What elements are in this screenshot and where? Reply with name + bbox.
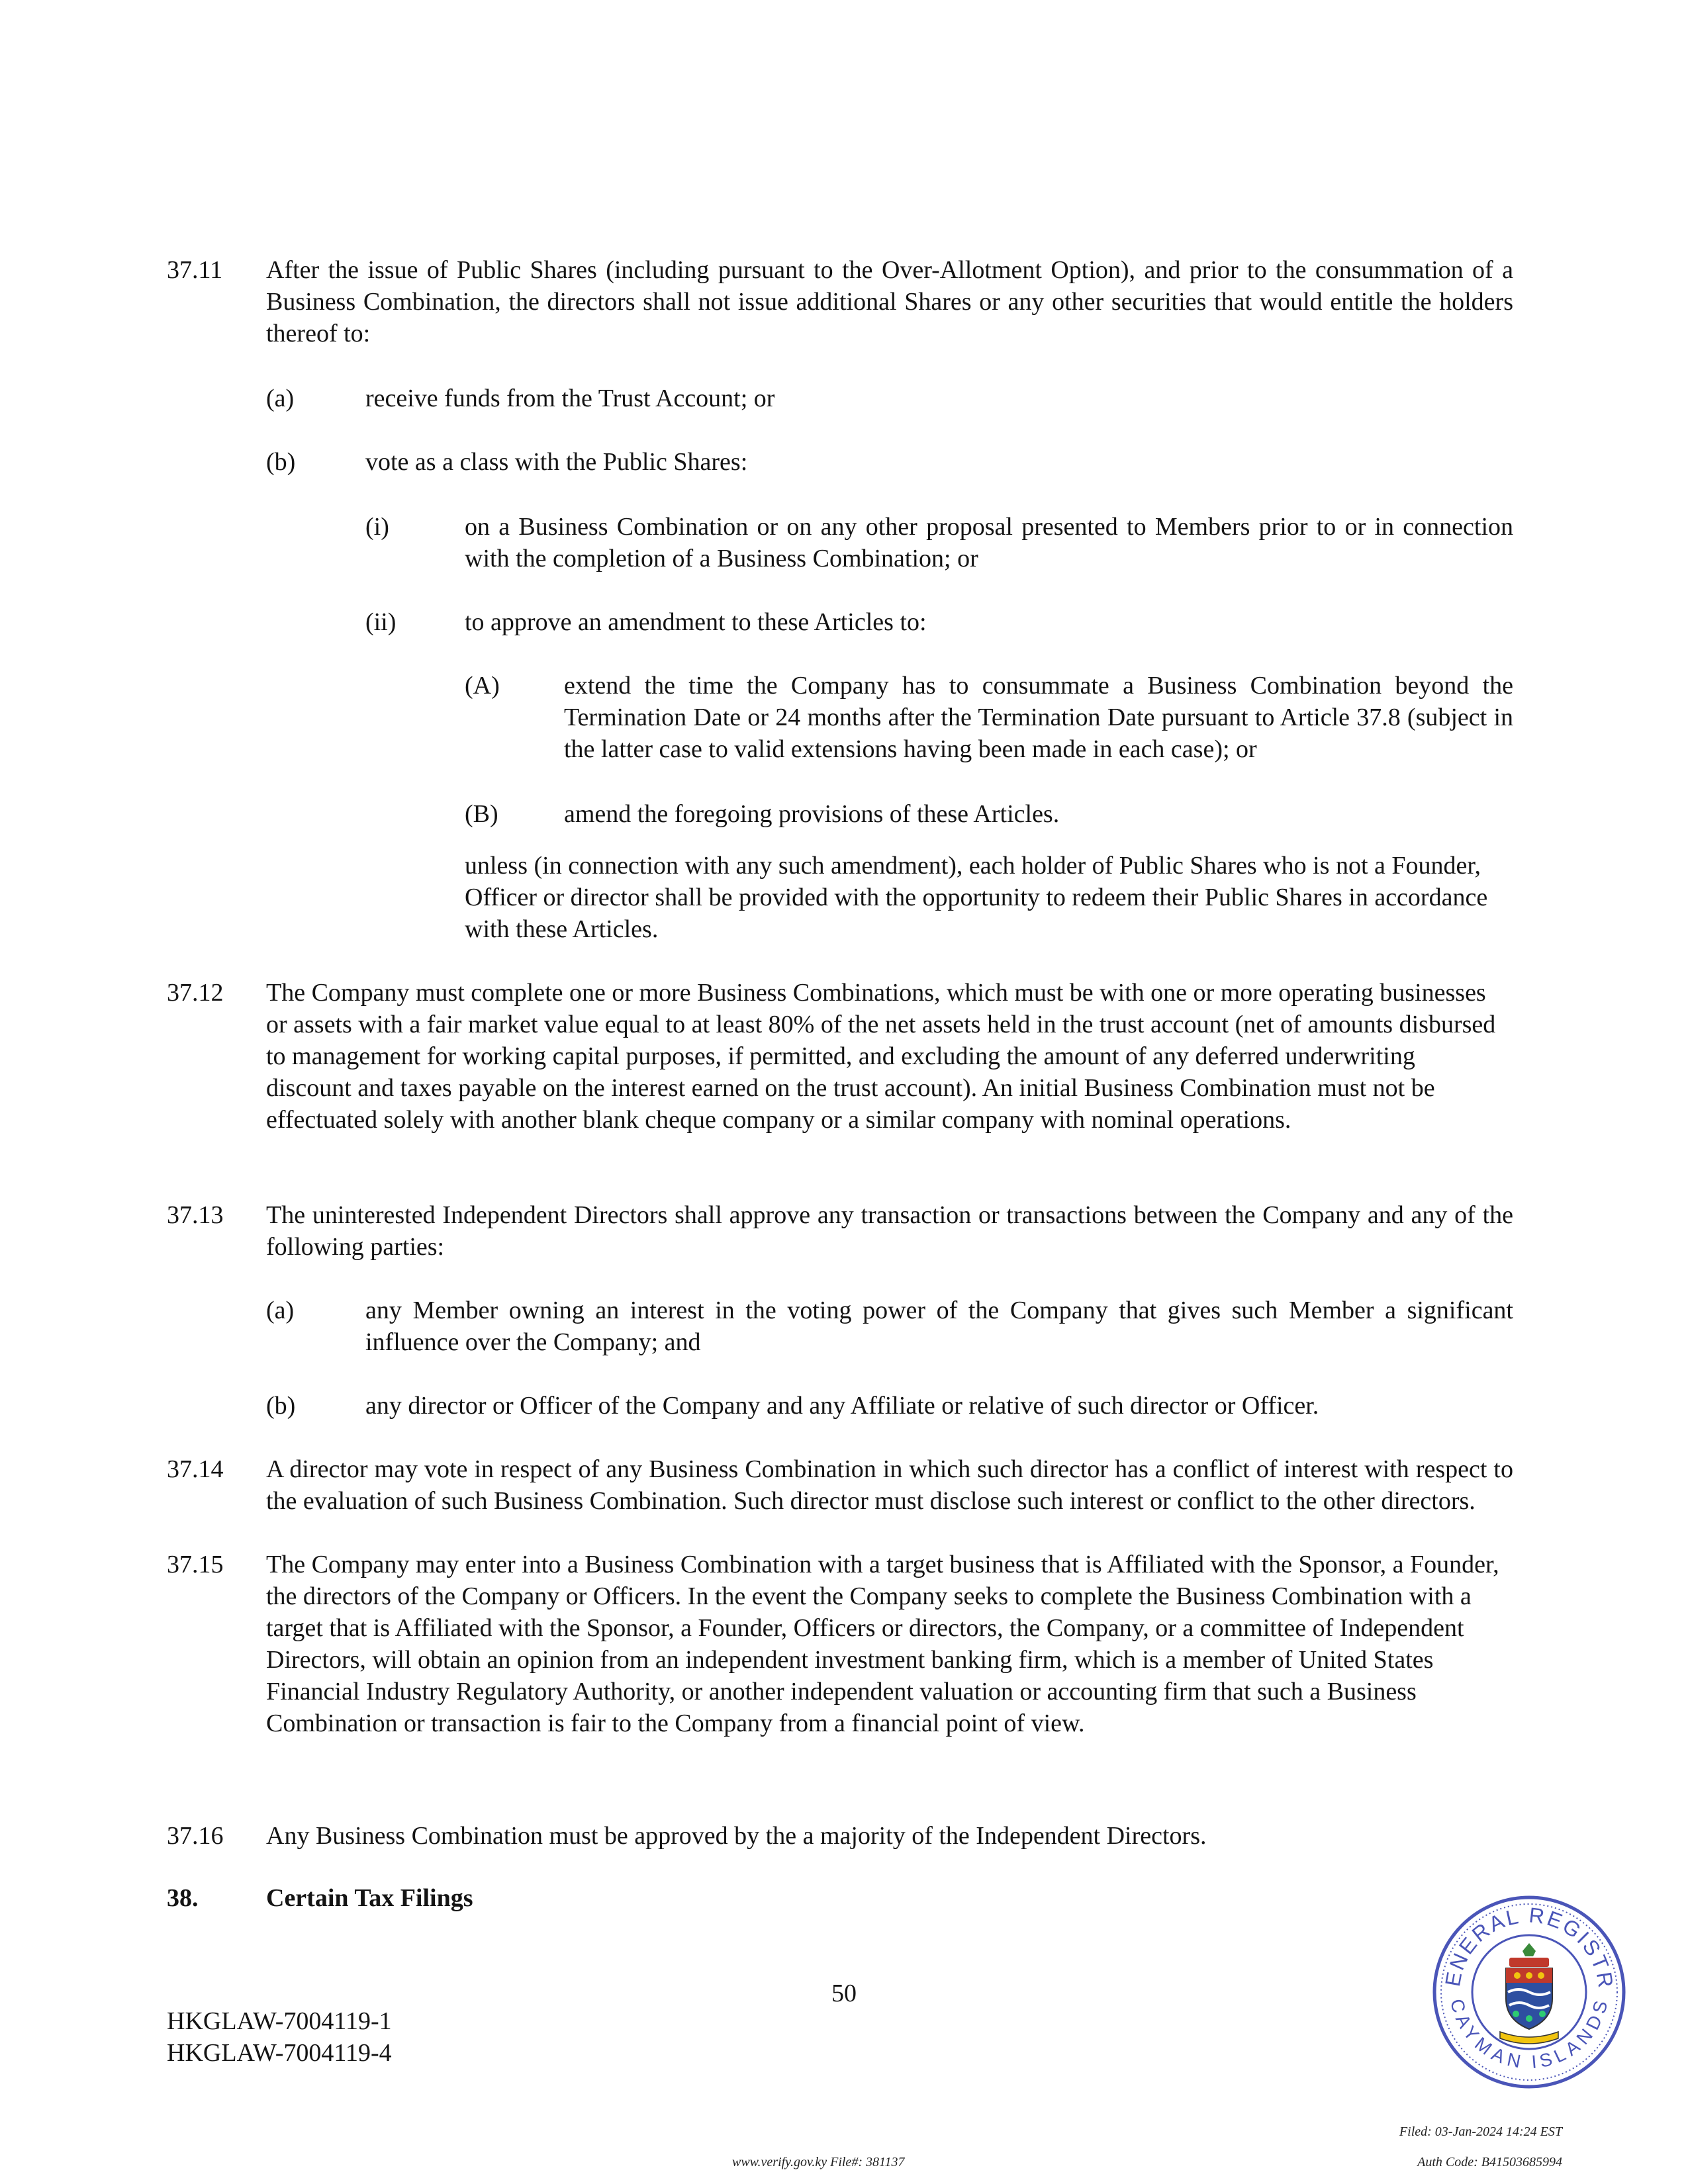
clause-37-11-i-text: on a Business Combination or on any other proposal presented to Members prior to or in connection with the completion of a Business Combination; or bbox=[465, 513, 1513, 572]
clause-37-11-b-text: vote as a class with the Public Shares: bbox=[365, 448, 748, 476]
clause-number-37-14: 37.14 bbox=[167, 1455, 224, 1483]
seal-text-bottom: CAYMAN ISLANDS bbox=[1446, 1997, 1612, 2073]
page-number: 50 bbox=[831, 1979, 857, 2007]
seal-graphic bbox=[1430, 1893, 1628, 2091]
clause-37-14-text: A director may vote in respect of any Business Combination in which such director has a conflict of interest with respect to the evaluation of such Business Combination. Such director must disclose such interest or conflict to the other directors. bbox=[266, 1455, 1513, 1515]
clause-number-37-15: 37.15 bbox=[167, 1551, 224, 1578]
clause-number-37-16: 37.16 bbox=[167, 1822, 224, 1850]
clause-37-11-a-text: receive funds from the Trust Account; or bbox=[365, 385, 775, 412]
section-38-title: Certain Tax Filings bbox=[266, 1884, 473, 1912]
clause-37-16-text: Any Business Combination must be approved by the a majority of the Independent Directors. bbox=[266, 1822, 1207, 1850]
clause-37-11-B-label: (B) bbox=[465, 800, 498, 828]
clause-37-13-a-text: any Member owning an interest in the voting power of the Company that gives such Member a significant influence over the Company; and bbox=[365, 1297, 1513, 1356]
clause-37-11-A-text: extend the time the Company has to consummate a Business Combination beyond the Termination Date or 24 months after the Termination Date pursuant to Article 37.8 (subject in the latter case to valid extensions having been made in each case); or bbox=[564, 672, 1513, 763]
clause-number-37-12: 37.12 bbox=[167, 979, 224, 1007]
clause-number-37-11: 37.11 bbox=[167, 256, 223, 284]
doc-ref-1: HKGLAW-7004119-1 bbox=[167, 2007, 392, 2035]
clause-37-11-A-label: (A) bbox=[465, 672, 500, 700]
filed-line: Filed: 03-Jan-2024 14:24 EST bbox=[1399, 2124, 1562, 2139]
clause-37-11-B-text: amend the foregoing provisions of these Articles. bbox=[564, 800, 1060, 828]
clause-37-12-text: The Company must complete one or more Business Combinations, which must be with one or more operating businesses or assets with a fair market value equal to at least 80% of the net assets held in the trust account (net of amounts disbursed to management for working capital purposes, if permitted, and excluding the amount of any deferred underwriting discount and taxes payable on the interest earned on the trust account). An initial Business Combination must not be effectuated solely with another blank cheque company or a similar company with nominal operations. bbox=[266, 979, 1496, 1134]
clause-37-13-b-label: (b) bbox=[266, 1392, 296, 1420]
auth-code-line: Auth Code: B41503685994 bbox=[1417, 2155, 1562, 2169]
clause-37-13-a-label: (a) bbox=[266, 1297, 295, 1324]
clause-37-11-b-label: (b) bbox=[266, 448, 296, 476]
document-references bbox=[167, 2005, 392, 2069]
clause-37-11-text: After the issue of Public Shares (including pursuant to the Over-Allotment Option), and prior to the consummation of a Business Combination, the directors shall not issue additional Shares or any other securities that would entitle the holders thereof to: bbox=[266, 256, 1513, 347]
clause-37-11-i-label: (i) bbox=[365, 513, 389, 541]
seal-text-top: ENERAL REGISTR bbox=[1440, 1903, 1618, 1991]
clause-37-13-text: The uninterested Independent Directors shall approve any transaction or transactions between the Company and any of the following parties: bbox=[266, 1201, 1513, 1261]
verify-line: www.verify.gov.ky File#: 381137 bbox=[732, 2155, 905, 2169]
clause-37-13-b-text: any director or Officer of the Company and any Affiliate or relative of such director or Officer. bbox=[365, 1392, 1319, 1420]
clause-37-11-ii-label: (ii) bbox=[365, 608, 397, 636]
clause-37-11-unless-text: unless (in connection with any such amendment), each holder of Public Shares who is not a Founder, Officer or director shall be provided with the opportunity to redeem their Public Shares in accordance with these Articles. bbox=[465, 852, 1488, 943]
coat-of-arms-icon bbox=[1500, 1943, 1558, 2044]
clause-37-15-text: The Company may enter into a Business Combination with a target business that is Affiliated with the Sponsor, a Founder, the directors of the Company or Officers. In the event the Company seeks to complete the Business Combination with a target that is Affiliated with the Sponsor, a Founder, Officers or directors, the Company, or a committee of Independent Directors, will obtain an opinion from an independent investment banking firm, which is a member of United States Financial Industry Regulatory Authority, or another independent valuation or accounting firm that such a Business Combination or transaction is fair to the Company from a financial point of view. bbox=[266, 1551, 1499, 1737]
clause-number-37-13: 37.13 bbox=[167, 1201, 224, 1229]
section-38-number: 38. bbox=[167, 1884, 199, 1912]
clause-37-11-ii-text: to approve an amendment to these Articles to: bbox=[465, 608, 927, 636]
general-registry-seal bbox=[1430, 1893, 1628, 2091]
clause-37-11-a-label: (a) bbox=[266, 385, 295, 412]
doc-ref-2: HKGLAW-7004119-4 bbox=[167, 2039, 392, 2067]
